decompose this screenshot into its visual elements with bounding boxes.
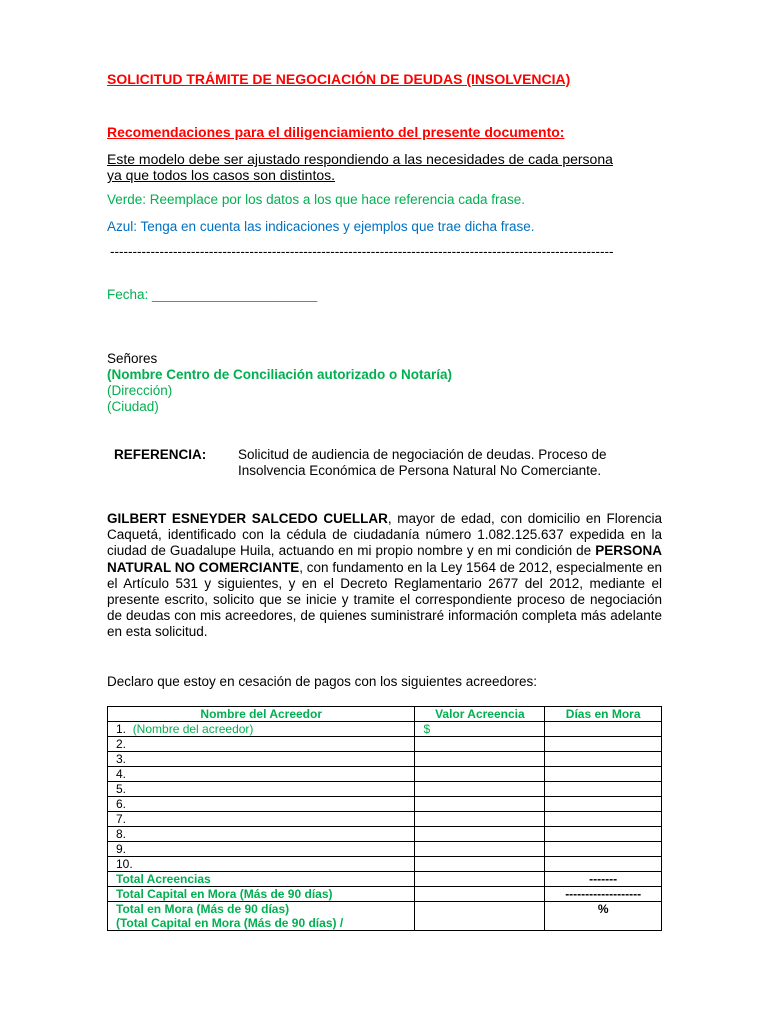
row-number: 4.: [108, 767, 415, 782]
days-overdue: [545, 827, 662, 842]
creditor-name: (Nombre del acreedor): [132, 722, 254, 736]
table-row: [108, 827, 662, 842]
credit-value: [415, 752, 545, 767]
document-title: SOLICITUD TRÁMITE DE NEGOCIACIÓN DE DEUDAS (INSOLVENCIA): [107, 71, 571, 87]
days-overdue: [545, 722, 662, 737]
total-mora-label-line-1: Total en Mora (Más de 90 días): [116, 902, 290, 916]
table-row: [108, 797, 662, 812]
green-instruction: Verde: Reemplace por los datos a los que hace referencia cada frase.: [107, 192, 525, 207]
total-capital-row: [108, 887, 662, 902]
total-capital-value: [415, 887, 545, 902]
creditors-table: [107, 706, 662, 931]
table-row: [108, 842, 662, 857]
reference-line-1: Solicitud de audiencia de negociación de deudas. Proceso de: [238, 447, 607, 462]
header-credit-value: Valor Acreencia: [415, 707, 545, 722]
total-acreencias-days: -------: [545, 872, 662, 887]
applicant-name: GILBERT ESNEYDER SALCEDO CUELLAR: [107, 511, 388, 526]
row-number: 10.: [108, 857, 415, 872]
total-capital-days: -------------------: [545, 887, 662, 902]
header-creditor-name: Nombre del Acreedor: [108, 707, 415, 722]
blue-instruction: Azul: Tenga en cuenta las indicaciones y ejemplos que trae dicha frase.: [107, 219, 535, 234]
days-overdue: [545, 812, 662, 827]
credit-value: [415, 797, 545, 812]
body-text-part-2: , con fundamento en la Ley 1564 de 2012, especialmente en el Artículo 531 y siguientes, y en el Decreto Reglamentario 2677 del 2012, mediante el presente escrito, solicito que se inicie y tramite el correspondiente proceso de negociación de deudas con mis acreedores, de quienes suministraré información completa más adelante en esta solicitud.: [107, 559, 662, 640]
days-overdue: [545, 767, 662, 782]
recommendations-heading: Recomendaciones para el diligenciamiento del presente documento:: [107, 124, 565, 140]
row-number: 7.: [108, 812, 415, 827]
days-overdue: [545, 737, 662, 752]
days-overdue: [545, 857, 662, 872]
table-row: [108, 767, 662, 782]
total-capital-label: Total Capital en Mora (Más de 90 días): [108, 887, 415, 902]
salutation: Señores: [107, 351, 158, 366]
credit-value: $: [415, 722, 545, 737]
row-number: 5.: [108, 782, 415, 797]
table-row: [108, 722, 662, 737]
total-acreencias-value: [415, 872, 545, 887]
total-mora-percent: %: [545, 902, 662, 931]
table-row: [108, 782, 662, 797]
credit-value: [415, 767, 545, 782]
total-mora-label: [108, 902, 415, 931]
row-number: 3.: [108, 752, 415, 767]
total-mora-row: [108, 902, 662, 931]
reference-line-2: Insolvencia Económica de Persona Natural No Comerciante.: [238, 463, 602, 478]
recipient-address: (Dirección): [107, 383, 173, 398]
note-line-1: Este modelo debe ser ajustado respondiendo a las necesidades de cada persona: [107, 151, 613, 167]
body-paragraph: [107, 511, 662, 641]
days-overdue: [545, 842, 662, 857]
row-number: 9.: [108, 842, 415, 857]
separator-line: ----------------------------------------------------------------------------------------------------------------: [110, 244, 614, 259]
days-overdue: [545, 782, 662, 797]
reference-label: REFERENCIA:: [114, 447, 207, 462]
total-acreencias-label: Total Acreencias: [108, 872, 415, 887]
table-header-row: [108, 707, 662, 722]
row-number: 2.: [108, 737, 415, 752]
applicant-condition: PERSONA NATURAL NO COMERCIANTE: [107, 543, 662, 575]
table-row: [108, 752, 662, 767]
credit-value: [415, 827, 545, 842]
recipient-name: (Nombre Centro de Conciliación autorizado o Notaría): [107, 367, 453, 382]
credit-value: [415, 812, 545, 827]
total-mora-value: [415, 902, 545, 931]
row-number: 6.: [108, 797, 415, 812]
row-number: 1.: [116, 722, 127, 736]
table-row: [108, 737, 662, 752]
recipient-city: (Ciudad): [107, 399, 159, 414]
note-line-2: ya que todos los casos son distintos.: [107, 167, 336, 183]
declaration: Declaro que estoy en cesación de pagos con los siguientes acreedores:: [107, 674, 538, 689]
credit-value: [415, 782, 545, 797]
days-overdue: [545, 752, 662, 767]
body-text-part-1: , mayor de edad, con domicilio en Florencia Caquetá, identificado con la cédula de ciudadanía número 1.082.125.637 expedida en la ciudad de Guadalupe Huila, actuando en mi propio nombre y en mi condición de: [107, 511, 662, 559]
credit-value: [415, 857, 545, 872]
table-row: [108, 857, 662, 872]
credit-value: [415, 842, 545, 857]
header-days-overdue: Días en Mora: [545, 707, 662, 722]
total-acreencias-row: [108, 872, 662, 887]
total-mora-label-line-2: (Total Capital en Mora (Más de 90 días) /: [116, 916, 344, 930]
row-number: 8.: [108, 827, 415, 842]
days-overdue: [545, 797, 662, 812]
table-row: [108, 812, 662, 827]
credit-value: [415, 737, 545, 752]
date-field: Fecha: ______________________: [107, 287, 318, 302]
